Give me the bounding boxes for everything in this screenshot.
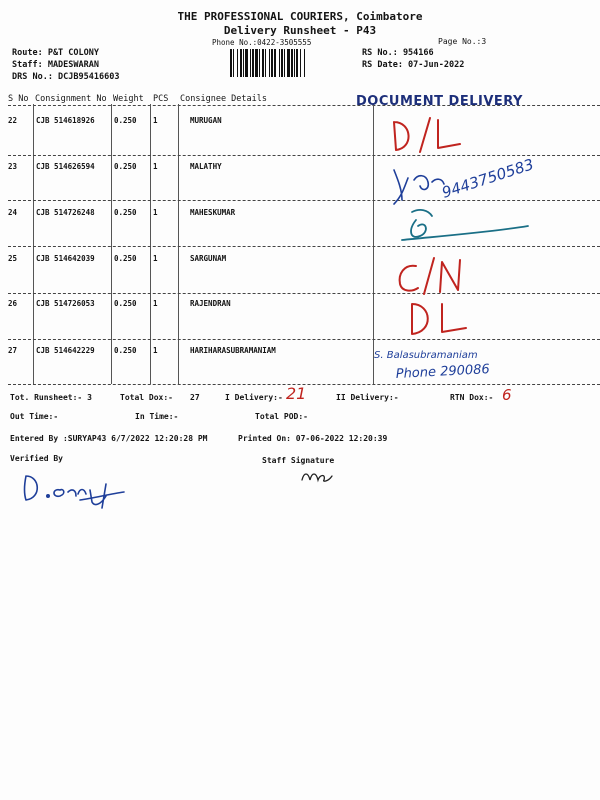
page-number: Page No.:3: [438, 37, 487, 46]
handwriting-annotations: [372, 108, 600, 388]
handwritten-cn-mark: [400, 258, 460, 294]
row-weight: 0.250: [114, 162, 137, 171]
handwritten-phone: Phone 290086: [395, 362, 491, 382]
row-sno: 22: [8, 116, 18, 125]
company-title: THE PROFESSIONAL COURIERS, Coimbatore: [177, 10, 423, 23]
row-sno: 27: [8, 346, 18, 355]
column-rule: [111, 104, 112, 384]
row-pcs: 1: [153, 254, 158, 263]
in-time: In Time:-: [135, 412, 179, 421]
row-pcs: 1: [153, 208, 158, 217]
col-consignment: Consignment No: [35, 94, 107, 104]
i-delivery-label: I Delivery:-: [225, 393, 283, 402]
row-sno: 25: [8, 254, 18, 263]
row-pcs: 1: [153, 162, 158, 171]
route: Route: P&T COLONY: [12, 48, 99, 58]
row-sno: 24: [8, 208, 18, 217]
handwritten-dl-mark: [394, 118, 460, 152]
col-weight: Weight: [113, 94, 144, 104]
document-delivery-stamp: DOCUMENT DELIVERY: [356, 94, 523, 109]
row-consignee: MAHESKUMAR: [190, 208, 236, 217]
barcode: [230, 49, 350, 77]
row-consignee: SARGUNAM: [190, 254, 227, 263]
col-pcs: PCS: [153, 94, 169, 104]
column-rule: [178, 104, 179, 384]
staff-signature-label: Staff Signature: [262, 456, 335, 465]
total-dox-value: 27: [190, 393, 200, 402]
handwritten-dl-mark: [412, 304, 466, 334]
row-sno: 23: [8, 162, 18, 171]
rtn-dox-label: RTN Dox:-: [450, 393, 494, 402]
row-consignment: CJB 514726248: [36, 208, 95, 217]
verified-by-label: Verified By: [10, 454, 63, 463]
staff-signature: [300, 466, 336, 486]
row-consignment: CJB 514642229: [36, 346, 95, 355]
handwritten-name: S. Balasubramaniam: [374, 350, 478, 361]
row-pcs: 1: [153, 346, 158, 355]
handwritten-phone: 9443750583: [439, 155, 537, 202]
row-consignee: RAJENDRAN: [190, 299, 231, 308]
entered-by: Entered By :SURYAP43 6/7/2022 12:20:28 PM: [10, 434, 208, 443]
row-pcs: 1: [153, 116, 158, 125]
row-sno: 26: [8, 299, 18, 308]
handwritten-signature: [402, 210, 528, 240]
row-consignee: MURUGAN: [190, 116, 222, 125]
column-rule: [150, 104, 151, 384]
row-weight: 0.250: [114, 254, 137, 263]
row-consignment: CJB 514618926: [36, 116, 95, 125]
staff-name: Staff: MADESWARAN: [12, 60, 99, 70]
rtn-dox-value: 6: [502, 386, 512, 404]
handwritten-signature: [394, 170, 444, 204]
ii-delivery-label: II Delivery:-: [336, 393, 399, 402]
rs-number: RS No.: 954166: [362, 48, 434, 58]
row-weight: 0.250: [114, 299, 137, 308]
row-weight: 0.250: [114, 346, 137, 355]
out-time: Out Time:-: [10, 412, 59, 421]
rs-date: RS Date: 07-Jun-2022: [362, 60, 465, 70]
column-rule: [33, 104, 34, 384]
row-weight: 0.250: [114, 208, 137, 217]
row-pcs: 1: [153, 299, 158, 308]
printed-on: Printed On: 07-06-2022 12:20:39: [238, 434, 388, 443]
row-consignment: CJB 514642039: [36, 254, 95, 263]
row-weight: 0.250: [114, 116, 137, 125]
runsheet-title: Delivery Runsheet - P43: [223, 24, 377, 37]
drs-number: DRS No.: DCJB95416603: [12, 72, 120, 82]
i-delivery-value: 21: [286, 384, 307, 403]
total-pod: Total POD:-: [255, 412, 308, 421]
verifier-signature: [20, 470, 130, 510]
total-runsheet: Tot. Runsheet:- 3: [10, 393, 92, 402]
total-dox-label: Total Dox:-: [120, 393, 173, 402]
row-consignee: MALATHY: [190, 162, 222, 171]
col-sno: S No: [8, 94, 29, 104]
row-consignee: HARIHARASUBRAMANIAM: [190, 346, 276, 355]
col-consignee: Consignee Details: [180, 94, 267, 104]
row-consignment: CJB 514726053: [36, 299, 95, 308]
row-consignment: CJB 514626594: [36, 162, 95, 171]
phone-number: Phone No.:0422-3505555: [212, 38, 312, 47]
